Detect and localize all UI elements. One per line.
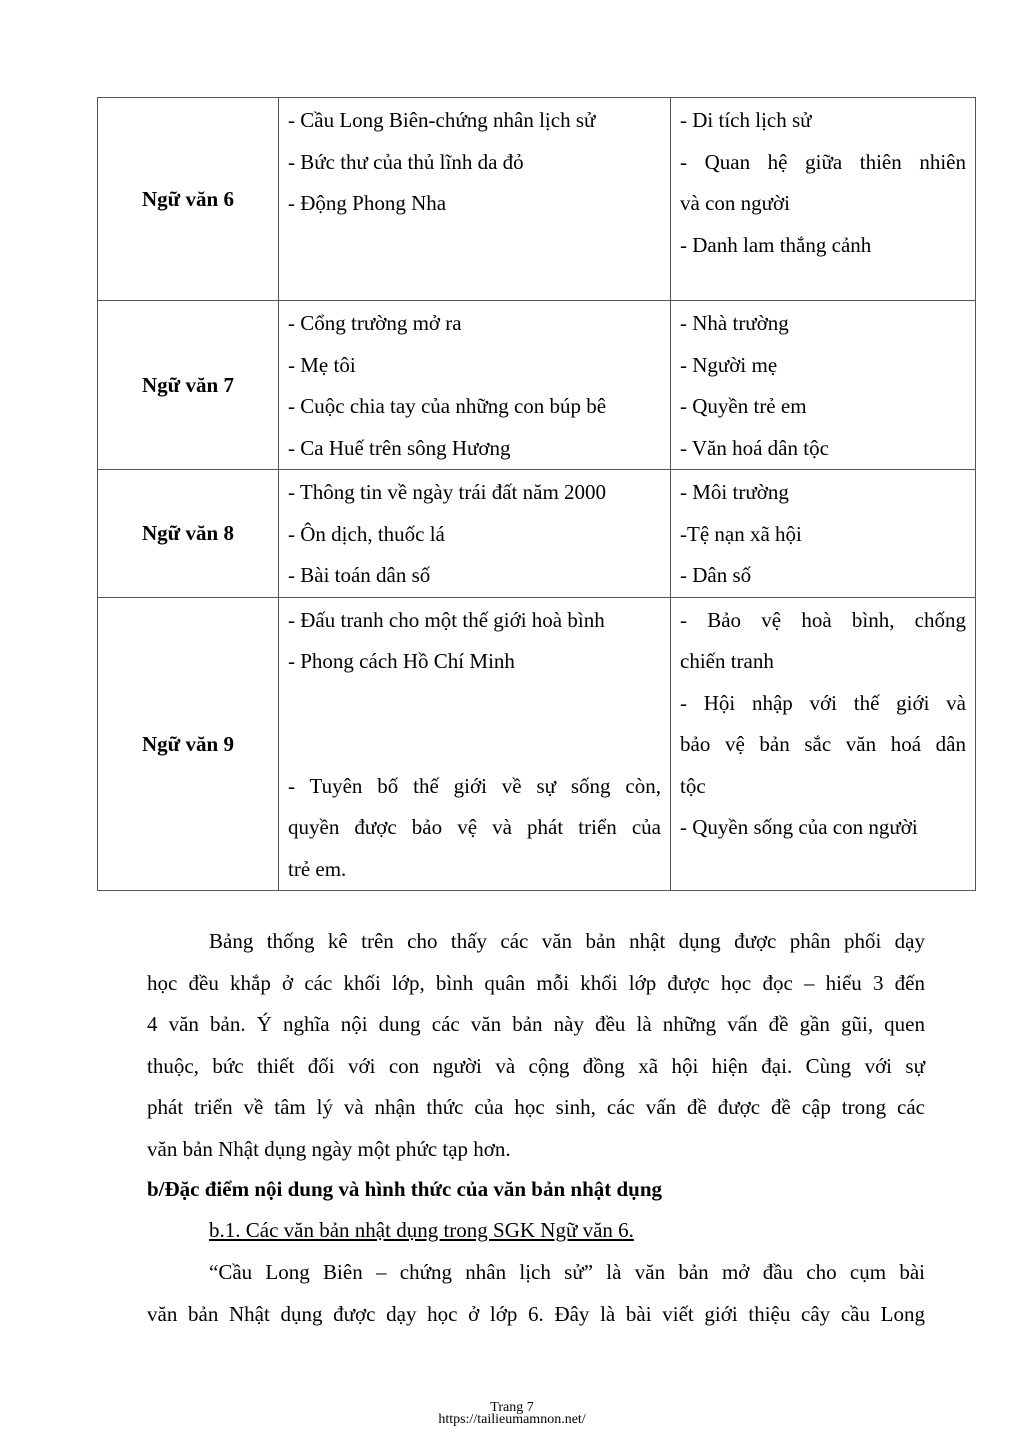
texts-cell bbox=[279, 470, 671, 598]
spacer bbox=[288, 724, 661, 766]
texts-cell bbox=[279, 301, 671, 470]
topic-item: - Bảo vệ hoà bình, chống bbox=[680, 607, 966, 632]
texts-cell bbox=[279, 98, 671, 301]
topic-item: - Quyền trẻ em bbox=[680, 394, 807, 418]
literature-table bbox=[97, 97, 976, 891]
topic-item: - Môi trường bbox=[680, 480, 789, 504]
text-item: - Mẹ tôi bbox=[288, 352, 356, 377]
table-row bbox=[98, 597, 976, 891]
paragraph-line bbox=[147, 921, 925, 963]
paragraph-line-text: “Cầu Long Biên – chứng nhân lịch sử” là văn bản mở đầu cho cụm bài bbox=[209, 1260, 925, 1284]
paragraph-line bbox=[147, 1252, 925, 1294]
topic-item: - Di tích lịch sử bbox=[680, 108, 812, 132]
text-item: quyền được bảo vệ và phát triển của bbox=[288, 815, 661, 839]
section-heading: b/Đặc điểm nội dung và hình thức của văn bản nhật dụng bbox=[147, 1177, 663, 1201]
topics-cell bbox=[671, 301, 976, 470]
paragraph-line: học đều khắp ở các khối lớp, bình quân mỗi khối lớp được học đọc – hiểu 3 đến bbox=[147, 970, 925, 995]
paragraph-line: thuộc, bức thiết đối với con người và cộng đồng xã hội hiện đại. Cùng với sự bbox=[147, 1053, 925, 1078]
footer-url: https://tailieumamnon.net/ bbox=[438, 1412, 586, 1427]
grade-cell: Ngữ văn 7 bbox=[98, 301, 279, 470]
subsection-heading: b.1. Các văn bản nhật dụng trong SGK Ngữ văn 6. bbox=[209, 1218, 634, 1242]
text-item: - Bài toán dân số bbox=[288, 563, 431, 587]
text-item: - Tuyên bố thế giới về sự sống còn, bbox=[288, 773, 661, 798]
text-item: - Bức thư của thủ lĩnh da đỏ bbox=[288, 149, 524, 174]
text-item: trẻ em. bbox=[288, 856, 347, 881]
intro-paragraph bbox=[147, 1252, 925, 1335]
text-item: - Ôn dịch, thuốc lá bbox=[288, 521, 445, 546]
grade-cell: Ngữ văn 9 bbox=[98, 597, 279, 891]
topic-item: bảo vệ bản sắc văn hoá dân bbox=[680, 732, 966, 756]
topic-item: - Hội nhập với thế giới và bbox=[680, 690, 966, 715]
topic-item: tộc bbox=[680, 773, 706, 798]
topic-item: - Văn hoá dân tộc bbox=[680, 435, 829, 460]
text-item: - Cuộc chia tay của những con búp bê bbox=[288, 394, 607, 418]
text-item: - Ca Huế trên sông Hương bbox=[288, 435, 511, 460]
topic-item: - Quan hệ giữa thiên nhiên bbox=[680, 149, 966, 174]
grade-cell: Ngữ văn 8 bbox=[98, 470, 279, 598]
table-row bbox=[98, 301, 976, 470]
paragraph-line: văn bản Nhật dụng được dạy học ở lớp 6. Đây là bài viết giới thiệu cây cầu Long bbox=[147, 1301, 925, 1326]
topics-cell bbox=[671, 98, 976, 301]
topics-cell bbox=[671, 470, 976, 598]
text-item: - Cầu Long Biên-chứng nhân lịch sử bbox=[288, 108, 596, 132]
topic-item: - Danh lam thắng cảnh bbox=[680, 232, 872, 257]
summary-paragraph bbox=[147, 921, 925, 1170]
topic-item: và con người bbox=[680, 191, 790, 215]
paragraph-line: văn bản Nhật dụng ngày một phức tạp hơn. bbox=[147, 1136, 511, 1161]
paragraph-line: 4 văn bản. Ý nghĩa nội dung các văn bản này đều là những vấn đề gần gũi, quen bbox=[147, 1012, 925, 1036]
table-row bbox=[98, 470, 976, 598]
texts-cell bbox=[279, 597, 671, 891]
topics-cell bbox=[671, 597, 976, 891]
topic-item: - Người mẹ bbox=[680, 352, 778, 377]
topic-item: -Tệ nạn xã hội bbox=[680, 521, 802, 546]
text-item: - Đấu tranh cho một thế giới hoà bình bbox=[288, 607, 605, 632]
topic-item: - Quyền sống của con người bbox=[680, 815, 918, 839]
paragraph-line: phát triển về tâm lý và nhận thức của học sinh, các vấn đề được đề cập trong các bbox=[147, 1095, 925, 1119]
table-row bbox=[98, 98, 976, 301]
grade-cell: Ngữ văn 6 bbox=[98, 98, 279, 301]
topic-item: chiến tranh bbox=[680, 649, 774, 673]
topic-item: - Nhà trường bbox=[680, 311, 789, 335]
paragraph-line-text: Bảng thống kê trên cho thấy các văn bản nhật dụng được phân phối dạy bbox=[209, 929, 925, 953]
text-item: - Cổng trường mở ra bbox=[288, 311, 462, 335]
text-item: - Thông tin về ngày trái đất năm 2000 bbox=[288, 480, 607, 504]
topic-item: - Dân số bbox=[680, 563, 752, 587]
page-number: Trang 7 bbox=[490, 1400, 534, 1415]
text-item: - Động Phong Nha bbox=[288, 191, 447, 215]
text-item: - Phong cách Hồ Chí Minh bbox=[288, 649, 515, 673]
spacer bbox=[288, 683, 661, 725]
